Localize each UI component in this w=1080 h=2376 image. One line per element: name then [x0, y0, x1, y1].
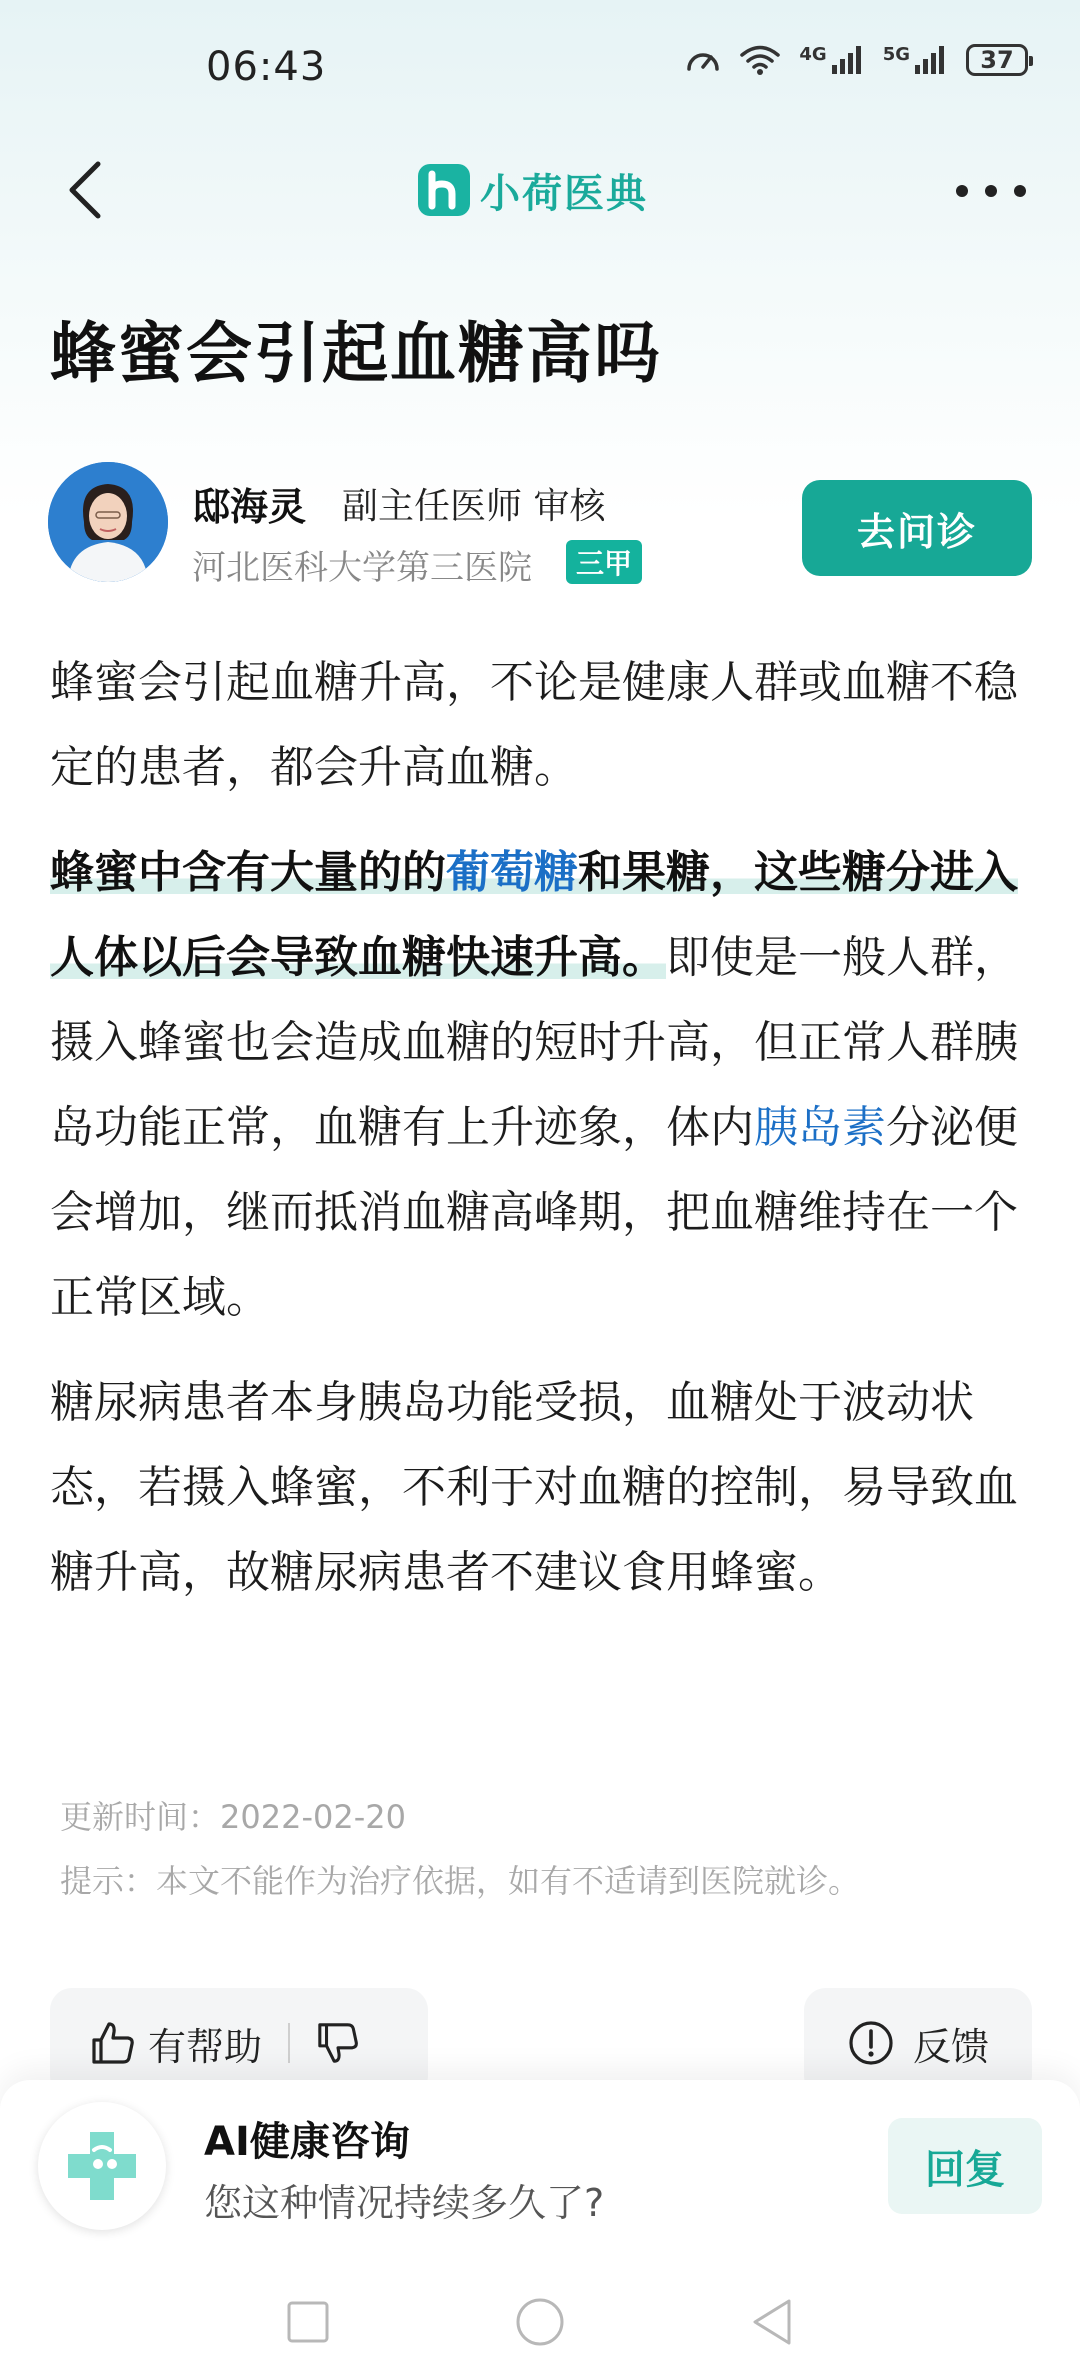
highlight-text: 和果糖，这些糖分进入人体以后会导致血糖快速升高。	[50, 847, 1018, 983]
home-button[interactable]	[510, 2292, 570, 2352]
disclaimer: 提示：本文不能作为治疗依据，如有不适请到医院就诊。	[60, 1862, 861, 1900]
status-icons	[685, 44, 1028, 76]
consult-button[interactable]: 去问诊	[802, 480, 1032, 576]
author-avatar[interactable]	[48, 462, 168, 582]
ai-consult-bar[interactable]	[0, 2080, 1080, 2280]
ai-avatar	[38, 2102, 166, 2230]
speed-gauge-icon	[685, 45, 721, 75]
thumbs-down-icon[interactable]	[316, 2021, 360, 2065]
more-dot-icon	[956, 185, 968, 197]
back-system-button[interactable]	[742, 2292, 802, 2352]
battery-icon	[966, 44, 1028, 76]
signal-icon-2	[914, 45, 948, 75]
network-type-1: 4G	[799, 43, 827, 65]
ai-consult-question: 您这种情况持续多久了?	[204, 2181, 605, 2225]
article-title: 蜂蜜会引起血糖高吗	[50, 315, 662, 392]
system-nav-bar	[0, 2270, 1080, 2376]
circle-icon	[514, 2296, 566, 2348]
paragraph-1: 蜂蜜会引起血糖升高，不论是健康人群或血糖不稳定的患者，都会升高血糖。	[50, 657, 1018, 793]
feedback-label: 反馈	[912, 2024, 989, 2069]
triangle-back-icon	[749, 2297, 795, 2347]
chat-bubble-icon	[60, 2124, 144, 2208]
paragraph-2	[50, 830, 1035, 1340]
brand-logo	[418, 160, 648, 220]
brand-name: 小荷医典	[480, 170, 648, 217]
keyword-link-glucose[interactable]: 葡萄糖	[446, 847, 578, 898]
article-body	[50, 640, 1035, 1635]
more-dot-icon	[1014, 185, 1026, 197]
battery-level: 37	[980, 46, 1014, 74]
reply-button[interactable]: 回复	[888, 2118, 1042, 2214]
brand-h-icon	[418, 164, 470, 216]
author-role: 副主任医师 审核	[342, 486, 606, 527]
status-bar	[0, 0, 1080, 130]
highlight-text: 蜂蜜中含有大量的的	[50, 847, 446, 898]
square-icon	[285, 2299, 331, 2345]
paragraph-text: 即使是一般人群，摄入蜂蜜也会造成血糖的短时升高，但正常人群胰岛功能正常，血糖有上升迹象，体内	[50, 932, 1018, 1153]
nav-bar	[0, 140, 1080, 240]
wifi-icon	[739, 44, 781, 76]
divider	[288, 2023, 290, 2063]
exclamation-circle-icon	[847, 2019, 895, 2067]
ai-consult-title: AI健康咨询	[204, 2119, 410, 2165]
network-type-2: 5G	[882, 43, 910, 65]
paragraph-text: 分泌便会增加，继而抵消血糖高峰期，把血糖维持在一个正常区域。	[50, 1102, 1018, 1323]
status-time: 06:43	[206, 44, 327, 90]
update-time: 更新时间：2022-02-20	[60, 1798, 406, 1836]
author-name[interactable]: 邸海灵	[192, 485, 307, 529]
recent-apps-button[interactable]	[278, 2292, 338, 2352]
paragraph-3: 糖尿病患者本身胰岛功能受损，血糖处于波动状态，若摄入蜂蜜，不利于对血糖的控制，易导致血糖升高，故糖尿病患者不建议食用蜂蜜。	[50, 1377, 1018, 1598]
more-options-button[interactable]	[956, 166, 1026, 216]
keyword-link-insulin[interactable]: 胰岛素	[754, 1102, 886, 1153]
doctor-portrait	[48, 462, 168, 582]
thumbs-up-icon[interactable]	[90, 2020, 136, 2066]
chevron-left-icon	[66, 160, 106, 220]
back-button[interactable]	[54, 158, 118, 222]
helpful-button[interactable]: 有帮助	[148, 2024, 263, 2069]
signal-icon-1	[831, 45, 865, 75]
author-hospital: 河北医科大学第三医院	[192, 548, 532, 588]
more-dot-icon	[985, 185, 997, 197]
hospital-grade-badge: 三甲	[566, 540, 642, 584]
